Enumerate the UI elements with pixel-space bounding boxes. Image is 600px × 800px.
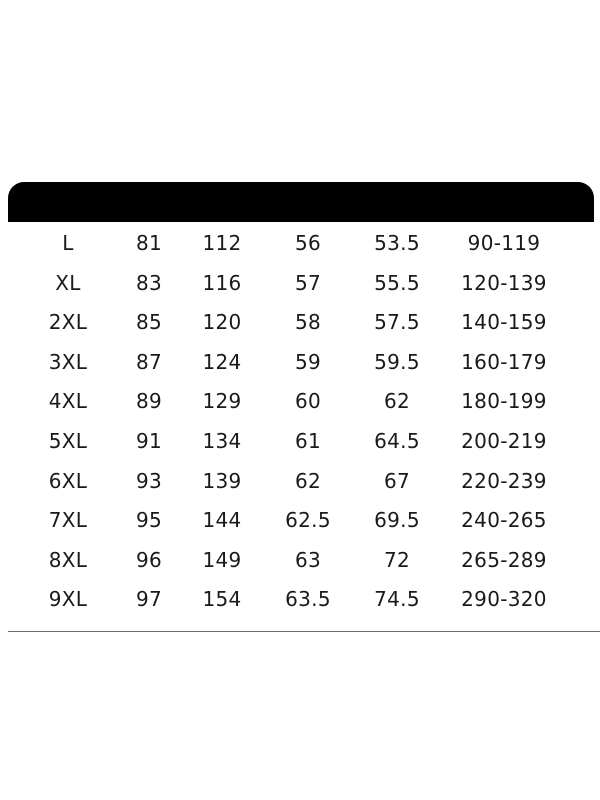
value-cell: 149 bbox=[202, 547, 242, 572]
value-cell: 116 bbox=[202, 270, 242, 295]
value-cell: 72 bbox=[383, 547, 411, 572]
value-cell: 63 bbox=[294, 547, 322, 572]
value-cell: 124 bbox=[202, 349, 242, 374]
table-row bbox=[0, 343, 600, 383]
value-cell: 56 bbox=[294, 231, 322, 255]
value-cell: 63.5 bbox=[285, 587, 331, 612]
value-cell: 85 bbox=[135, 310, 163, 335]
value-cell: 57 bbox=[294, 270, 322, 295]
size-cell: 4XL bbox=[48, 389, 88, 414]
size-cell: L bbox=[62, 231, 74, 255]
range-cell: 240-265 bbox=[461, 508, 547, 533]
table-header-bar bbox=[8, 182, 594, 222]
table-bottom-rule bbox=[8, 631, 600, 632]
size-cell: 2XL bbox=[48, 310, 88, 335]
value-cell: 154 bbox=[202, 587, 242, 612]
value-cell: 89 bbox=[135, 389, 163, 414]
value-cell: 81 bbox=[135, 231, 163, 255]
range-cell: 220-239 bbox=[461, 468, 547, 493]
value-cell: 55.5 bbox=[374, 270, 420, 295]
table-row bbox=[0, 264, 600, 304]
value-cell: 112 bbox=[202, 231, 242, 255]
value-cell: 62.5 bbox=[285, 508, 331, 533]
value-cell: 61 bbox=[294, 428, 322, 453]
table-row bbox=[0, 224, 600, 264]
value-cell: 69.5 bbox=[374, 508, 420, 533]
range-cell: 120-139 bbox=[461, 270, 547, 295]
value-cell: 97 bbox=[135, 587, 163, 612]
value-cell: 67 bbox=[383, 468, 411, 493]
value-cell: 60 bbox=[294, 389, 322, 414]
value-cell: 144 bbox=[202, 508, 242, 533]
range-cell: 180-199 bbox=[461, 389, 547, 414]
value-cell: 129 bbox=[202, 389, 242, 414]
value-cell: 95 bbox=[135, 508, 163, 533]
size-cell: 9XL bbox=[48, 587, 88, 612]
table-row bbox=[0, 382, 600, 422]
value-cell: 139 bbox=[202, 468, 242, 493]
value-cell: 74.5 bbox=[374, 587, 420, 612]
table-row bbox=[0, 580, 600, 620]
size-table bbox=[0, 224, 600, 620]
value-cell: 62 bbox=[383, 389, 411, 414]
table-row bbox=[0, 501, 600, 541]
value-cell: 134 bbox=[202, 428, 242, 453]
value-cell: 96 bbox=[135, 547, 163, 572]
value-cell: 93 bbox=[135, 468, 163, 493]
table-row bbox=[0, 422, 600, 462]
table-row bbox=[0, 541, 600, 581]
range-cell: 140-159 bbox=[461, 310, 547, 335]
table-row bbox=[0, 303, 600, 343]
range-cell: 290-320 bbox=[461, 587, 547, 612]
value-cell: 120 bbox=[202, 310, 242, 335]
value-cell: 62 bbox=[294, 468, 322, 493]
size-cell: 5XL bbox=[48, 428, 88, 453]
size-cell: 7XL bbox=[48, 508, 88, 533]
range-cell: 265-289 bbox=[461, 547, 547, 572]
value-cell: 58 bbox=[294, 310, 322, 335]
size-cell: 8XL bbox=[48, 547, 88, 572]
value-cell: 57.5 bbox=[374, 310, 420, 335]
range-cell: 90-119 bbox=[467, 231, 541, 255]
value-cell: 87 bbox=[135, 349, 163, 374]
value-cell: 64.5 bbox=[374, 428, 420, 453]
size-cell: 3XL bbox=[48, 349, 88, 374]
value-cell: 83 bbox=[135, 270, 163, 295]
value-cell: 53.5 bbox=[374, 231, 420, 255]
value-cell: 91 bbox=[135, 428, 163, 453]
table-row bbox=[0, 462, 600, 502]
value-cell: 59 bbox=[294, 349, 322, 374]
size-cell: 6XL bbox=[48, 468, 88, 493]
value-cell: 59.5 bbox=[374, 349, 420, 374]
range-cell: 160-179 bbox=[461, 349, 547, 374]
size-cell: XL bbox=[55, 270, 81, 295]
range-cell: 200-219 bbox=[461, 428, 547, 453]
